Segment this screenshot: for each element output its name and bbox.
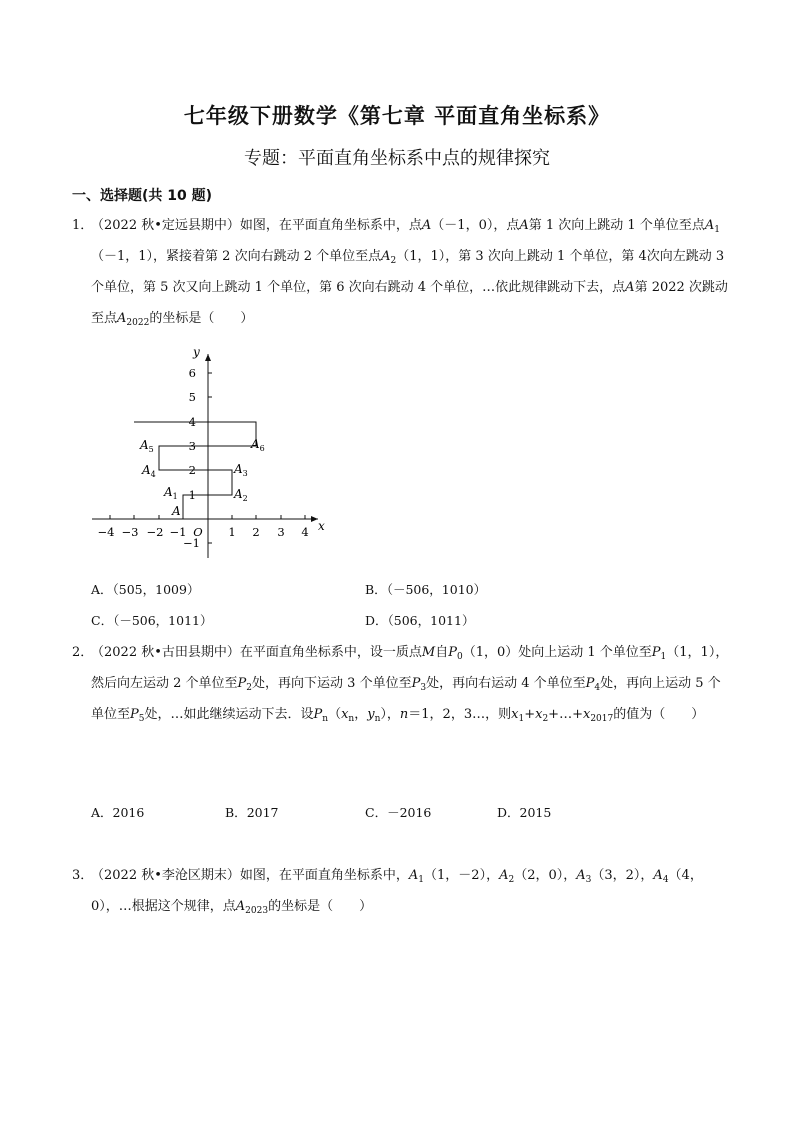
document-subtitle: 专题：平面直角坐标系中点的规律探究 xyxy=(244,148,550,169)
q1-option-b[interactable]: B．（－506，1010） xyxy=(365,582,487,597)
q1-option-d[interactable]: D．（506，1011） xyxy=(365,613,475,628)
figure-coordinate-grid xyxy=(88,340,338,565)
x-tick-label: −1 xyxy=(169,525,187,539)
question-number: 3． xyxy=(72,868,94,883)
y-tick-label: 4 xyxy=(188,415,196,429)
y-tick-labels xyxy=(183,366,200,550)
document-title: 七年级下册数学《第七章 平面直角坐标系》 xyxy=(183,103,611,128)
y-tick-label: 2 xyxy=(188,463,196,477)
point-label-A: A xyxy=(172,504,181,518)
q2-option-d[interactable]: D．2015 xyxy=(497,805,552,820)
x-tick-label: 3 xyxy=(277,525,285,539)
point-label-A1: $A_1$ xyxy=(164,485,178,501)
question-number: 1． xyxy=(72,218,94,233)
y-tick-label: 6 xyxy=(188,366,196,380)
y-ticks xyxy=(208,373,212,543)
q1-option-a[interactable]: A．（505，1009） xyxy=(91,582,200,597)
question-text: （2022 秋•定远县期中）如图，在平面直角坐标系中，点A（－1，0），点A第 1 次向上跳动 1 个单位至点$A_1(-1$，1），紧接着第 2 次向右跳动 2 个单位至点$A_2(1$，1），第 3 次向上跳动 1 个单位，第 4次向左跳动 3 个单位，第 5 次又向上跳动 1 个单位，第 6 次向右跳动 4 个单位，…依此规律跳动下去，点A第 2022 次跳动至点$A_{2022}$的坐标是（ ） xyxy=(91,218,728,328)
point-label-A3: $A_3$ xyxy=(234,462,248,478)
section-heading: 一、选择题(共 10 题) xyxy=(72,188,213,204)
point-label-A6: $A_6$ xyxy=(251,437,265,453)
origin-label: O xyxy=(193,525,203,539)
y-axis-label: y xyxy=(193,345,200,359)
point-label-A5: $A_5$ xyxy=(140,438,154,454)
question-text: （2022 秋•古田县期中）在平面直角坐标系中，设一质点M自$P_0(1$，0）处向上运动 1 个单位至$P_1(1$，1），然后向左运动 2 个单位至$P_2$处，再向下运动 3 个单位至$P_3$处，再向右运动 4 个单位至$P_4$处，再向上运动 5 个单位至$P_5$处，…如此继续运动下去．设$P_n(x_n$，$y_n$），n＝1，2，3…，则$x_1+x_2+\dots+x_{2017}$的值为（ ） xyxy=(91,645,729,724)
y-tick-label: 5 xyxy=(188,390,196,404)
point-label-A2: $A_2$ xyxy=(234,487,248,503)
question-text: （2022 秋•李沧区期末）如图，在平面直角坐标系中，$A_1(1$，－2），$A_2(2$，0），$A_3(3$，2），$A_4(4$，0），…根据这个规律，点$A_{2023}$的坐标是（ ） xyxy=(91,868,703,916)
x-tick-label: 1 xyxy=(228,525,236,539)
point-label-A4: $A_4$ xyxy=(142,463,156,479)
q2-option-a[interactable]: A．2016 xyxy=(91,805,145,820)
x-tick-label: 2 xyxy=(252,525,260,539)
x-tick-label: −2 xyxy=(146,525,164,539)
question-1 xyxy=(72,210,732,334)
q2-option-c[interactable]: C．－2016 xyxy=(365,805,432,820)
y-tick-label: −1 xyxy=(183,536,200,550)
question-number: 2． xyxy=(72,645,94,660)
x-tick-label: −3 xyxy=(121,525,139,539)
x-axis-label: x xyxy=(318,519,325,533)
y-tick-label: 1 xyxy=(188,488,196,502)
x-tick-label: −4 xyxy=(97,525,115,539)
q2-option-b[interactable]: B．2017 xyxy=(225,805,279,820)
y-tick-label: 3 xyxy=(188,439,196,453)
q1-option-c[interactable]: C．（－506，1011） xyxy=(91,613,213,628)
point-labels xyxy=(139,437,265,518)
question-3 xyxy=(72,860,732,922)
x-tick-labels xyxy=(98,525,309,539)
question-2 xyxy=(72,637,732,730)
x-tick-label: 4 xyxy=(301,525,309,539)
